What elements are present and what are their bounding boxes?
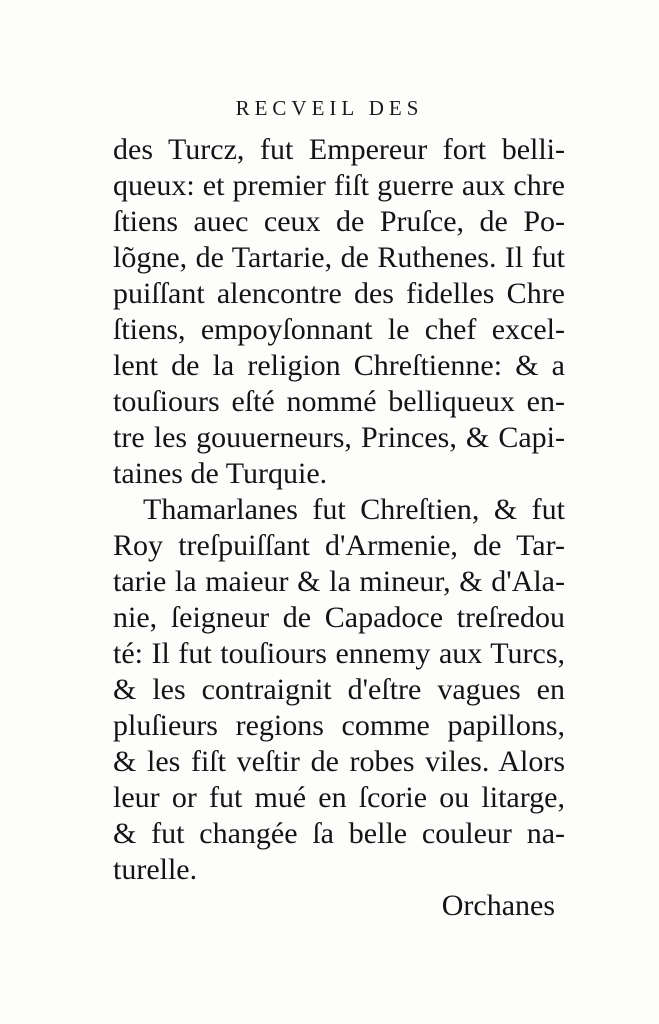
text-line: & les fiſt veſtir de robes viles. Alors: [113, 745, 565, 778]
text-line: puiſſant alencontre des fidelles Chre: [113, 277, 565, 310]
text-line: ſtiens auec ceux de Pruſce, de Po-: [113, 205, 565, 238]
text-line: té: Il fut touſiours ennemy aux Turcs,: [113, 637, 565, 670]
text-line: des Turcz, fut Empereur fort belli-: [113, 133, 565, 166]
text-line: tarie la maieur & la mineur, & d'Ala-: [113, 565, 565, 598]
text-line: lõgne, de Tartarie, de Ruthenes. Il fut: [113, 241, 565, 274]
running-head: RECVEIL DES: [235, 96, 424, 120]
text-line: Roy treſpuiſſant d'Armenie, de Tar-: [113, 529, 565, 562]
text-block: [113, 132, 565, 888]
text-line: pluſieurs regions comme papillons,: [113, 709, 565, 742]
text-line: nie, ſeigneur de Capadoce treſredou: [113, 601, 565, 634]
catchword: Orchanes: [441, 889, 555, 922]
text-line: & les contraignit d'eſtre vagues en: [113, 673, 565, 706]
text-line: leur or fut mué en ſcorie ou litarge,: [113, 781, 565, 814]
text-line: & fut changée ſa belle couleur na-: [113, 817, 565, 850]
text-line: touſiours eſté nommé belliqueux en-: [113, 385, 565, 418]
text-line: Thamarlanes fut Chreſtien, & fut: [143, 493, 565, 526]
paragraph-2: [113, 492, 565, 888]
text-line: ſtiens, empoyſonnant le chef excel-: [113, 313, 565, 346]
text-line: turelle.: [113, 853, 198, 886]
text-line: queux: et premier fiſt guerre aux chre: [113, 169, 565, 202]
paragraph-1: [113, 132, 565, 492]
text-line: lent de la religion Chreſtienne: & a: [113, 349, 565, 382]
text-line: taines de Turquie.: [113, 457, 328, 490]
text-line: tre les gouuerneurs, Princes, & Capi-: [113, 421, 565, 454]
